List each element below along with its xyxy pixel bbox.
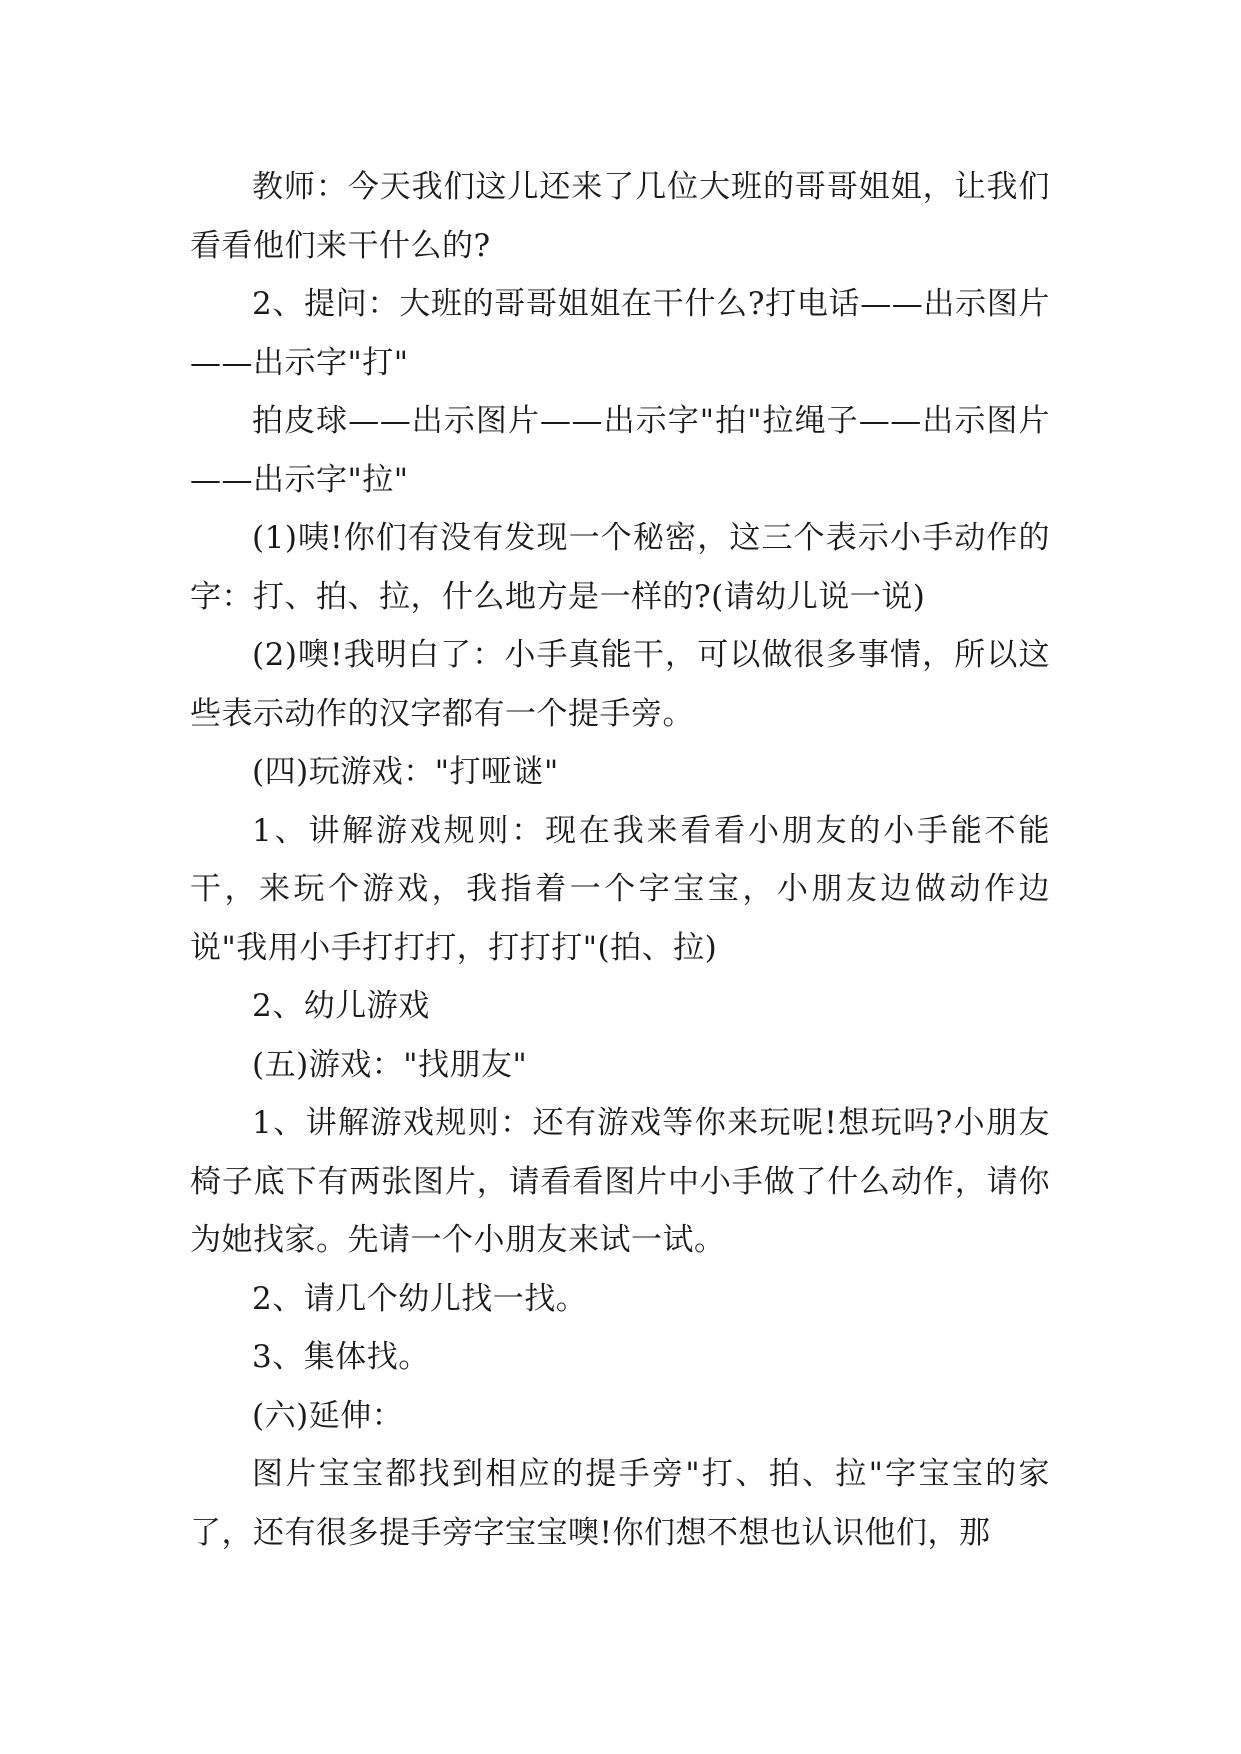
paragraph-secret-1: (1)咦!你们有没有发现一个秘密，这三个表示小手动作的字：打、拍、拉，什么地方是一样的?(请幼儿说一说) — [190, 520, 1050, 615]
paragraph-pat-ball: 拍皮球——出示图片——出示字"拍"拉绳子——出示图片——出示字"拉" — [190, 403, 1050, 498]
paragraph-section-5-heading: (五)游戏："找朋友" — [252, 1046, 528, 1083]
paragraph-kids-game: 2、幼儿游戏 — [252, 988, 430, 1024]
paragraph-understand-2: (2)噢!我明白了：小手真能干，可以做很多事情，所以这些表示动作的汉字都有一个提手旁。 — [190, 637, 1050, 732]
paragraph-teacher-intro: 教师：今天我们这儿还来了几位大班的哥哥姐姐，让我们看看他们来干什么的? — [190, 169, 1050, 264]
paragraph-find-friend-rules: 1、讲解游戏规则：还有游戏等你来玩呢!想玩吗?小朋友椅子底下有两张图片，请看看图片中小手做了什么动作，请你为她找家。先请一个小朋友来试一试。 — [190, 1105, 1050, 1258]
paragraph-section-6-heading: (六)延伸： — [252, 1397, 404, 1434]
paragraph-several-kids: 2、请几个幼儿找一找。 — [252, 1280, 588, 1317]
paragraph-group-find: 3、集体找。 — [252, 1339, 430, 1375]
paragraph-extension: 图片宝宝都找到相应的提手旁"打、拍、拉"字宝宝的家了，还有很多提手旁字宝宝噢!你们想不想也认识他们，那 — [190, 1456, 1050, 1551]
paragraph-section-4-heading: (四)玩游戏："打哑谜" — [252, 754, 559, 790]
paragraph-game-rules-1: 1、讲解游戏规则：现在我来看看小朋友的小手能不能干，来玩个游戏，我指着一个字宝宝，小朋友边做动作边说"我用小手打打打，打打打"(拍、拉) — [190, 812, 1050, 966]
paragraph-question-2: 2、提问：大班的哥哥姐姐在干什么?打电话——出示图片——出示字"打" — [190, 286, 1050, 381]
document-body — [190, 158, 1050, 1562]
